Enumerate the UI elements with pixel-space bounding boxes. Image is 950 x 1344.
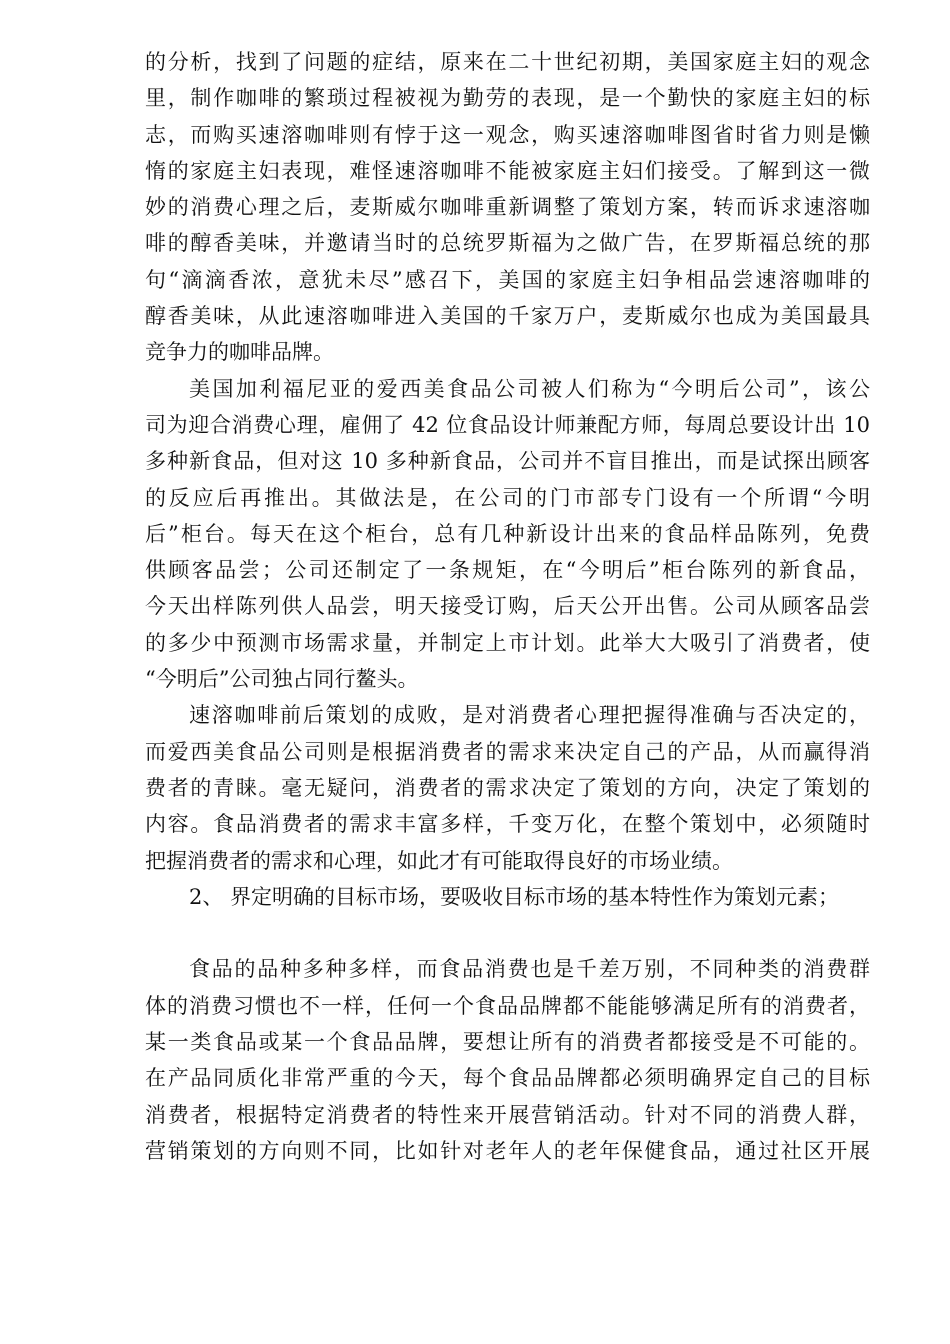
text-line: 美国加利福尼亚的爱西美食品公司被人们称为“今明后公司”，该公 — [189, 376, 870, 401]
text-line: 内容。食品消费者的需求丰富多样，千变万化，在整个策划中，必须随时 — [145, 812, 870, 837]
text-line: 的多少中预测市场需求量，并制定上市计划。此举大大吸引了消费者，使 — [145, 630, 870, 655]
text-line: 志，而购买速溶咖啡则有悖于这一观念，购买速溶咖啡图省时省力则是懒 — [145, 122, 870, 147]
blank-line — [145, 915, 870, 951]
text-line: 食品的品种多种多样，而食品消费也是千差万别，不同种类的消费群 — [189, 957, 870, 982]
body-text — [145, 44, 870, 1169]
text-line: 把握消费者的需求和心理，如此才有可能取得良好的市场业绩。 — [145, 848, 733, 873]
numbered-heading: 2、 界定明确的目标市场，要吸收目标市场的基本特性作为策划元素； — [189, 884, 840, 909]
text-line: 的反应后再推出。其做法是，在公司的门市部专门设有一个所谓“今明 — [145, 485, 870, 510]
text-line: 速溶咖啡前后策划的成败，是对消费者心理把握得准确与否决定的， — [189, 703, 870, 728]
text-line: 妙的消费心理之后，麦斯威尔咖啡重新调整了策划方案，转而诉求速溶咖 — [145, 195, 870, 220]
text-line: 多种新食品，但对这 10 多种新食品，公司并不盲目推出，而是试探出顾客 — [145, 449, 870, 474]
text-line: 体的消费习惯也不一样，任何一个食品品牌都不能能够满足所有的消费者， — [145, 993, 870, 1018]
text-line: “今明后”公司独占同行鳌头。 — [145, 667, 419, 692]
paragraph-food-variety — [145, 951, 870, 1169]
text-line: 某一类食品或某一个食品品牌，要想让所有的消费者都接受是不可能的。 — [145, 1030, 870, 1055]
paragraph-coffee-analysis — [145, 44, 870, 371]
text-line: 句“滴滴香浓，意犹未尽”感召下，美国的家庭主妇争相品尝速溶咖啡的 — [145, 267, 870, 292]
text-line: 里，制作咖啡的繁琐过程被视为勤劳的表现，是一个勤快的家庭主妇的标 — [145, 86, 870, 111]
text-line: 费者的青睐。毫无疑问，消费者的需求决定了策划的方向，决定了策划的 — [145, 775, 870, 800]
paragraph-aixmei-company — [145, 371, 870, 698]
text-line: 惰的家庭主妇表现，难怪速溶咖啡不能被家庭主妇们接受。了解到这一微 — [145, 158, 870, 183]
text-line: 的分析，找到了问题的症结，原来在二十世纪初期，美国家庭主妇的观念 — [145, 50, 870, 74]
text-line: 后”柜台。每天在这个柜台，总有几种新设计出来的食品样品陈列，免费 — [145, 521, 870, 546]
text-line: 竞争力的咖啡品牌。 — [145, 340, 334, 365]
text-line: 在产品同质化非常严重的今天，每个食品品牌都必须明确界定自己的目标 — [145, 1066, 870, 1091]
text-line: 啡的醇香美味，并邀请当时的总统罗斯福为之做广告，在罗斯福总统的那 — [145, 231, 870, 256]
text-line: 今天出样陈列供人品尝，明天接受订购，后天公开出售。公司从顾客品尝 — [145, 594, 870, 619]
text-line: 司为迎合消费心理，雇佣了 42 位食品设计师兼配方师，每周总要设计出 10 — [145, 412, 870, 437]
text-line: 供顾客品尝；公司还制定了一条规矩，在“今明后”柜台陈列的新食品， — [145, 558, 870, 583]
section-heading-target-market — [145, 879, 870, 915]
text-line: 醇香美味，从此速溶咖啡进入美国的千家万户，麦斯威尔也成为美国最具 — [145, 304, 870, 329]
text-line: 营销策划的方向则不同，比如针对老年人的老年保健食品，通过社区开展 — [145, 1138, 870, 1163]
text-line: 而爱西美食品公司则是根据消费者的需求来决定自己的产品，从而赢得消 — [145, 739, 870, 764]
text-line: 消费者，根据特定消费者的特性来开展营销活动。针对不同的消费人群， — [145, 1102, 870, 1127]
paragraph-consumer-demand — [145, 697, 870, 878]
